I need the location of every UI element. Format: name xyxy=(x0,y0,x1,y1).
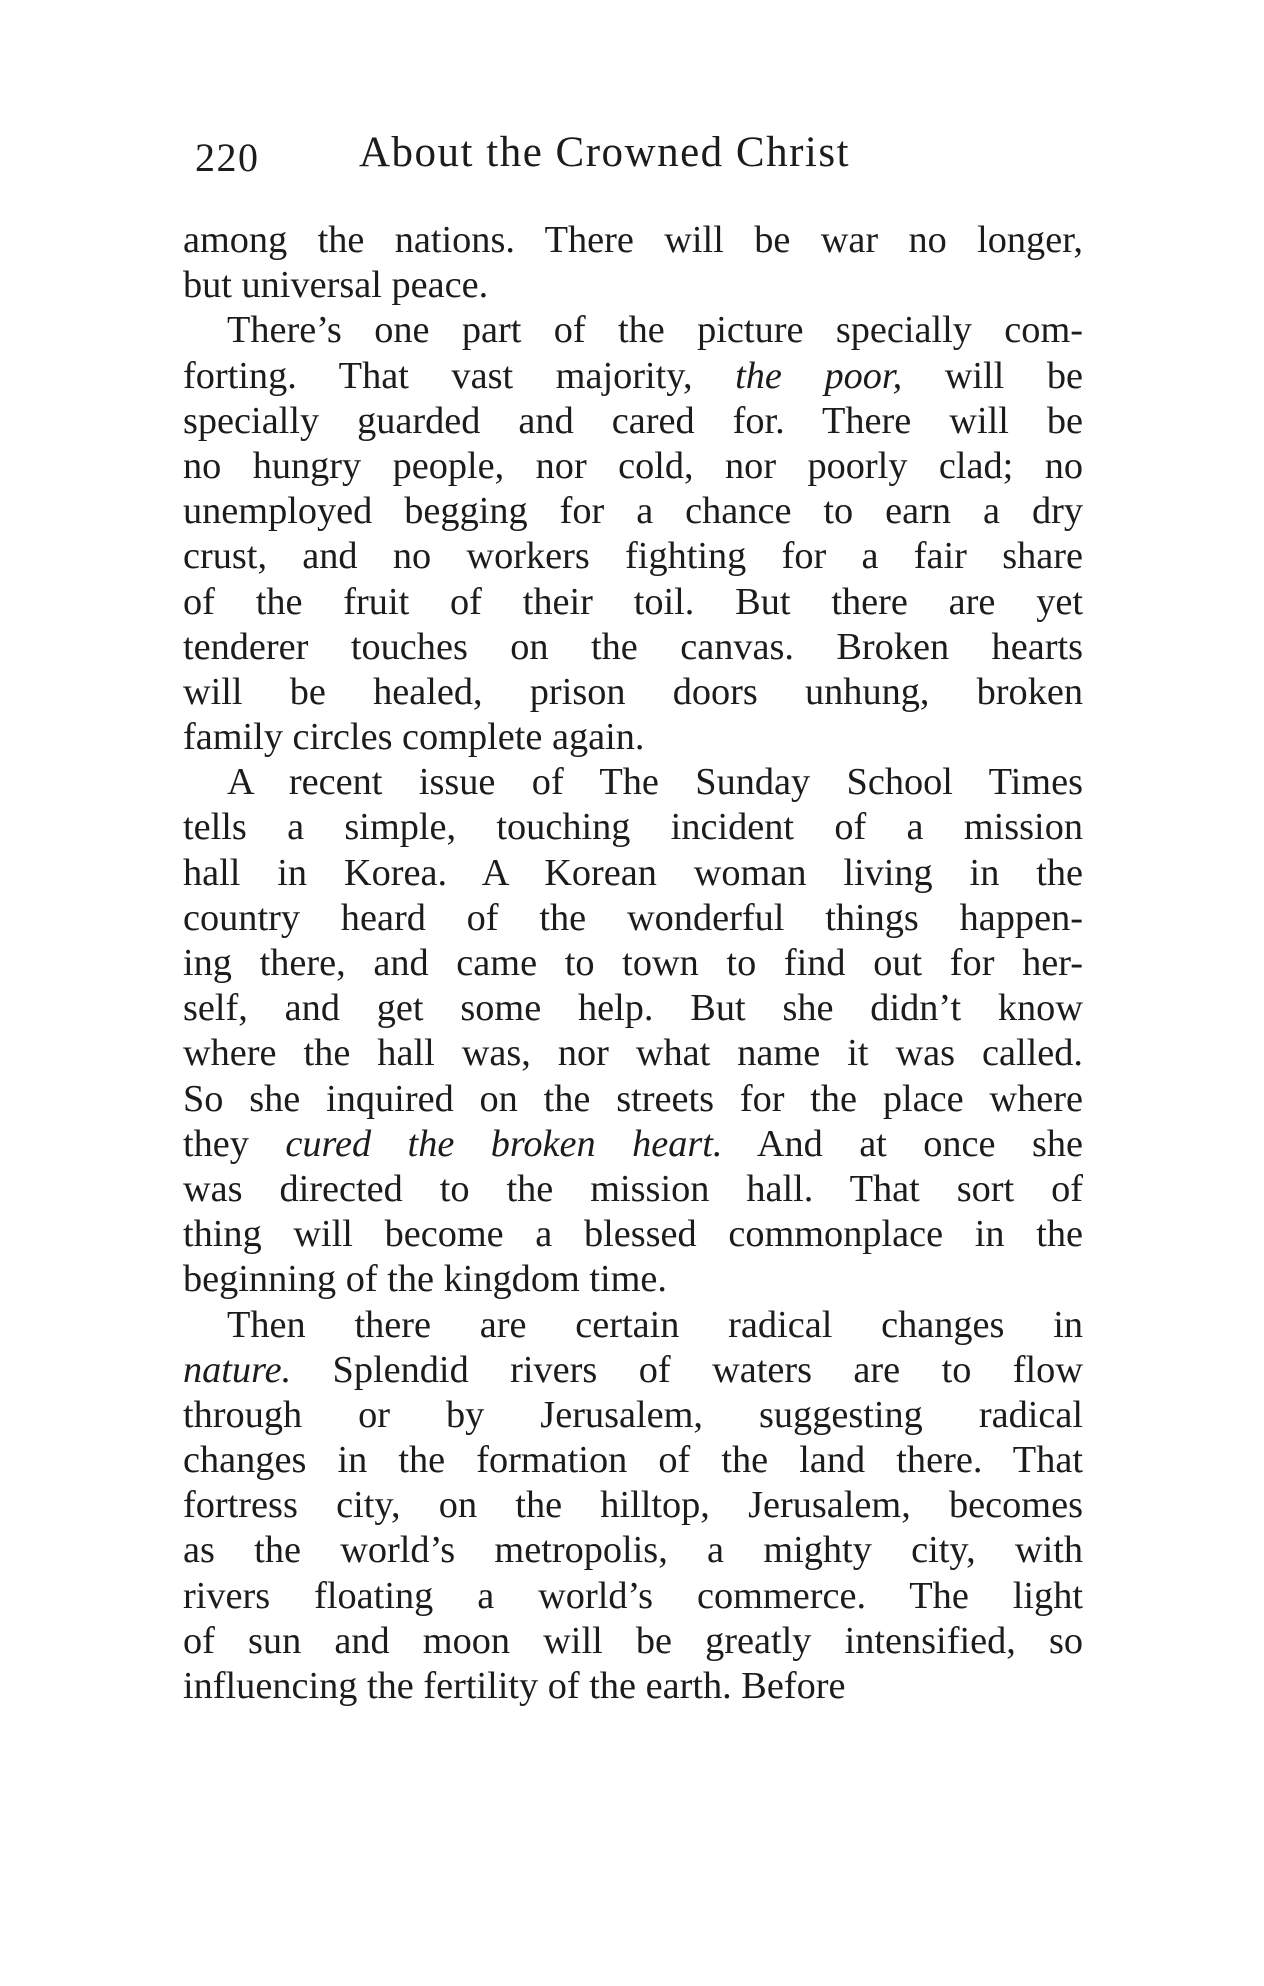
text-line: changes in the formation of the land there. That xyxy=(183,1439,1083,1482)
text-line: no hungry people, nor cold, nor poorly clad; no xyxy=(183,444,1083,487)
text-line: was directed to the mission hall. That sort of xyxy=(183,1167,1083,1210)
text-line: self, and get some help. But she didn’t know xyxy=(183,987,1083,1030)
text-line: Then there are certain radical changes in xyxy=(227,1303,1083,1346)
text-line: tells a simple, touching incident of a mission xyxy=(183,806,1083,849)
italic-phrase: nature. xyxy=(183,1348,292,1391)
text-line: beginning of the kingdom time. xyxy=(183,1258,667,1301)
text-line: of sun and moon will be greatly intensified, so xyxy=(183,1619,1083,1662)
text-line: country heard of the wonderful things happen- xyxy=(183,896,1083,939)
running-head xyxy=(183,128,1083,198)
text-line: among the nations. There will be war no longer, xyxy=(183,219,1083,261)
text-run: will be xyxy=(902,354,1083,397)
text-line: ing there, and came to town to find out for her- xyxy=(183,942,1083,984)
text-line xyxy=(183,1348,1083,1393)
text-line: There’s one part of the picture specially com- xyxy=(227,309,1083,352)
text-line: will be healed, prison doors unhung, broken xyxy=(183,670,1083,713)
text-line: where the hall was, nor what name it was called. xyxy=(183,1032,1083,1075)
page-number: 220 xyxy=(195,135,260,180)
italic-phrase: cured the broken heart. xyxy=(285,1122,723,1165)
text-line: as the world’s metropolis, a mighty city, with xyxy=(183,1529,1083,1572)
text-run: And at once she xyxy=(722,1122,1083,1165)
book-page xyxy=(183,128,1083,1709)
text-line: unemployed begging for a chance to earn a dry xyxy=(183,490,1083,533)
text-line: family circles complete again. xyxy=(183,716,645,759)
text-line: rivers floating a world’s commerce. The light xyxy=(183,1574,1083,1617)
text-line: through or by Jerusalem, suggesting radical xyxy=(183,1393,1083,1436)
running-title: About the Crowned Christ xyxy=(359,129,851,176)
text-line: fortress city, on the hilltop, Jerusalem, becomes xyxy=(183,1484,1083,1527)
text-line: but universal peace. xyxy=(183,264,489,307)
text-line: thing will become a blessed commonplace in the xyxy=(183,1213,1083,1256)
body-text xyxy=(183,218,1083,1709)
text-line: specially guarded and cared for. There will be xyxy=(183,399,1083,442)
text-run: Splendid rivers of waters are to flow xyxy=(291,1348,1083,1391)
text-line: crust, and no workers fighting for a fair share xyxy=(183,535,1083,578)
text-line: So she inquired on the streets for the place where xyxy=(183,1077,1083,1120)
text-run: forting. That vast majority, xyxy=(183,354,736,397)
text-line xyxy=(183,1122,1083,1167)
text-line: tenderer touches on the canvas. Broken hearts xyxy=(183,625,1083,668)
text-run: they xyxy=(183,1122,286,1165)
text-line xyxy=(183,354,1083,399)
text-line: hall in Korea. A Korean woman living in the xyxy=(183,851,1083,894)
text-line: influencing the fertility of the earth. Before xyxy=(183,1665,846,1707)
italic-phrase: the poor, xyxy=(735,354,903,397)
text-line: of the fruit of their toil. But there are yet xyxy=(183,580,1083,623)
text-line: A recent issue of The Sunday School Times xyxy=(227,761,1083,804)
